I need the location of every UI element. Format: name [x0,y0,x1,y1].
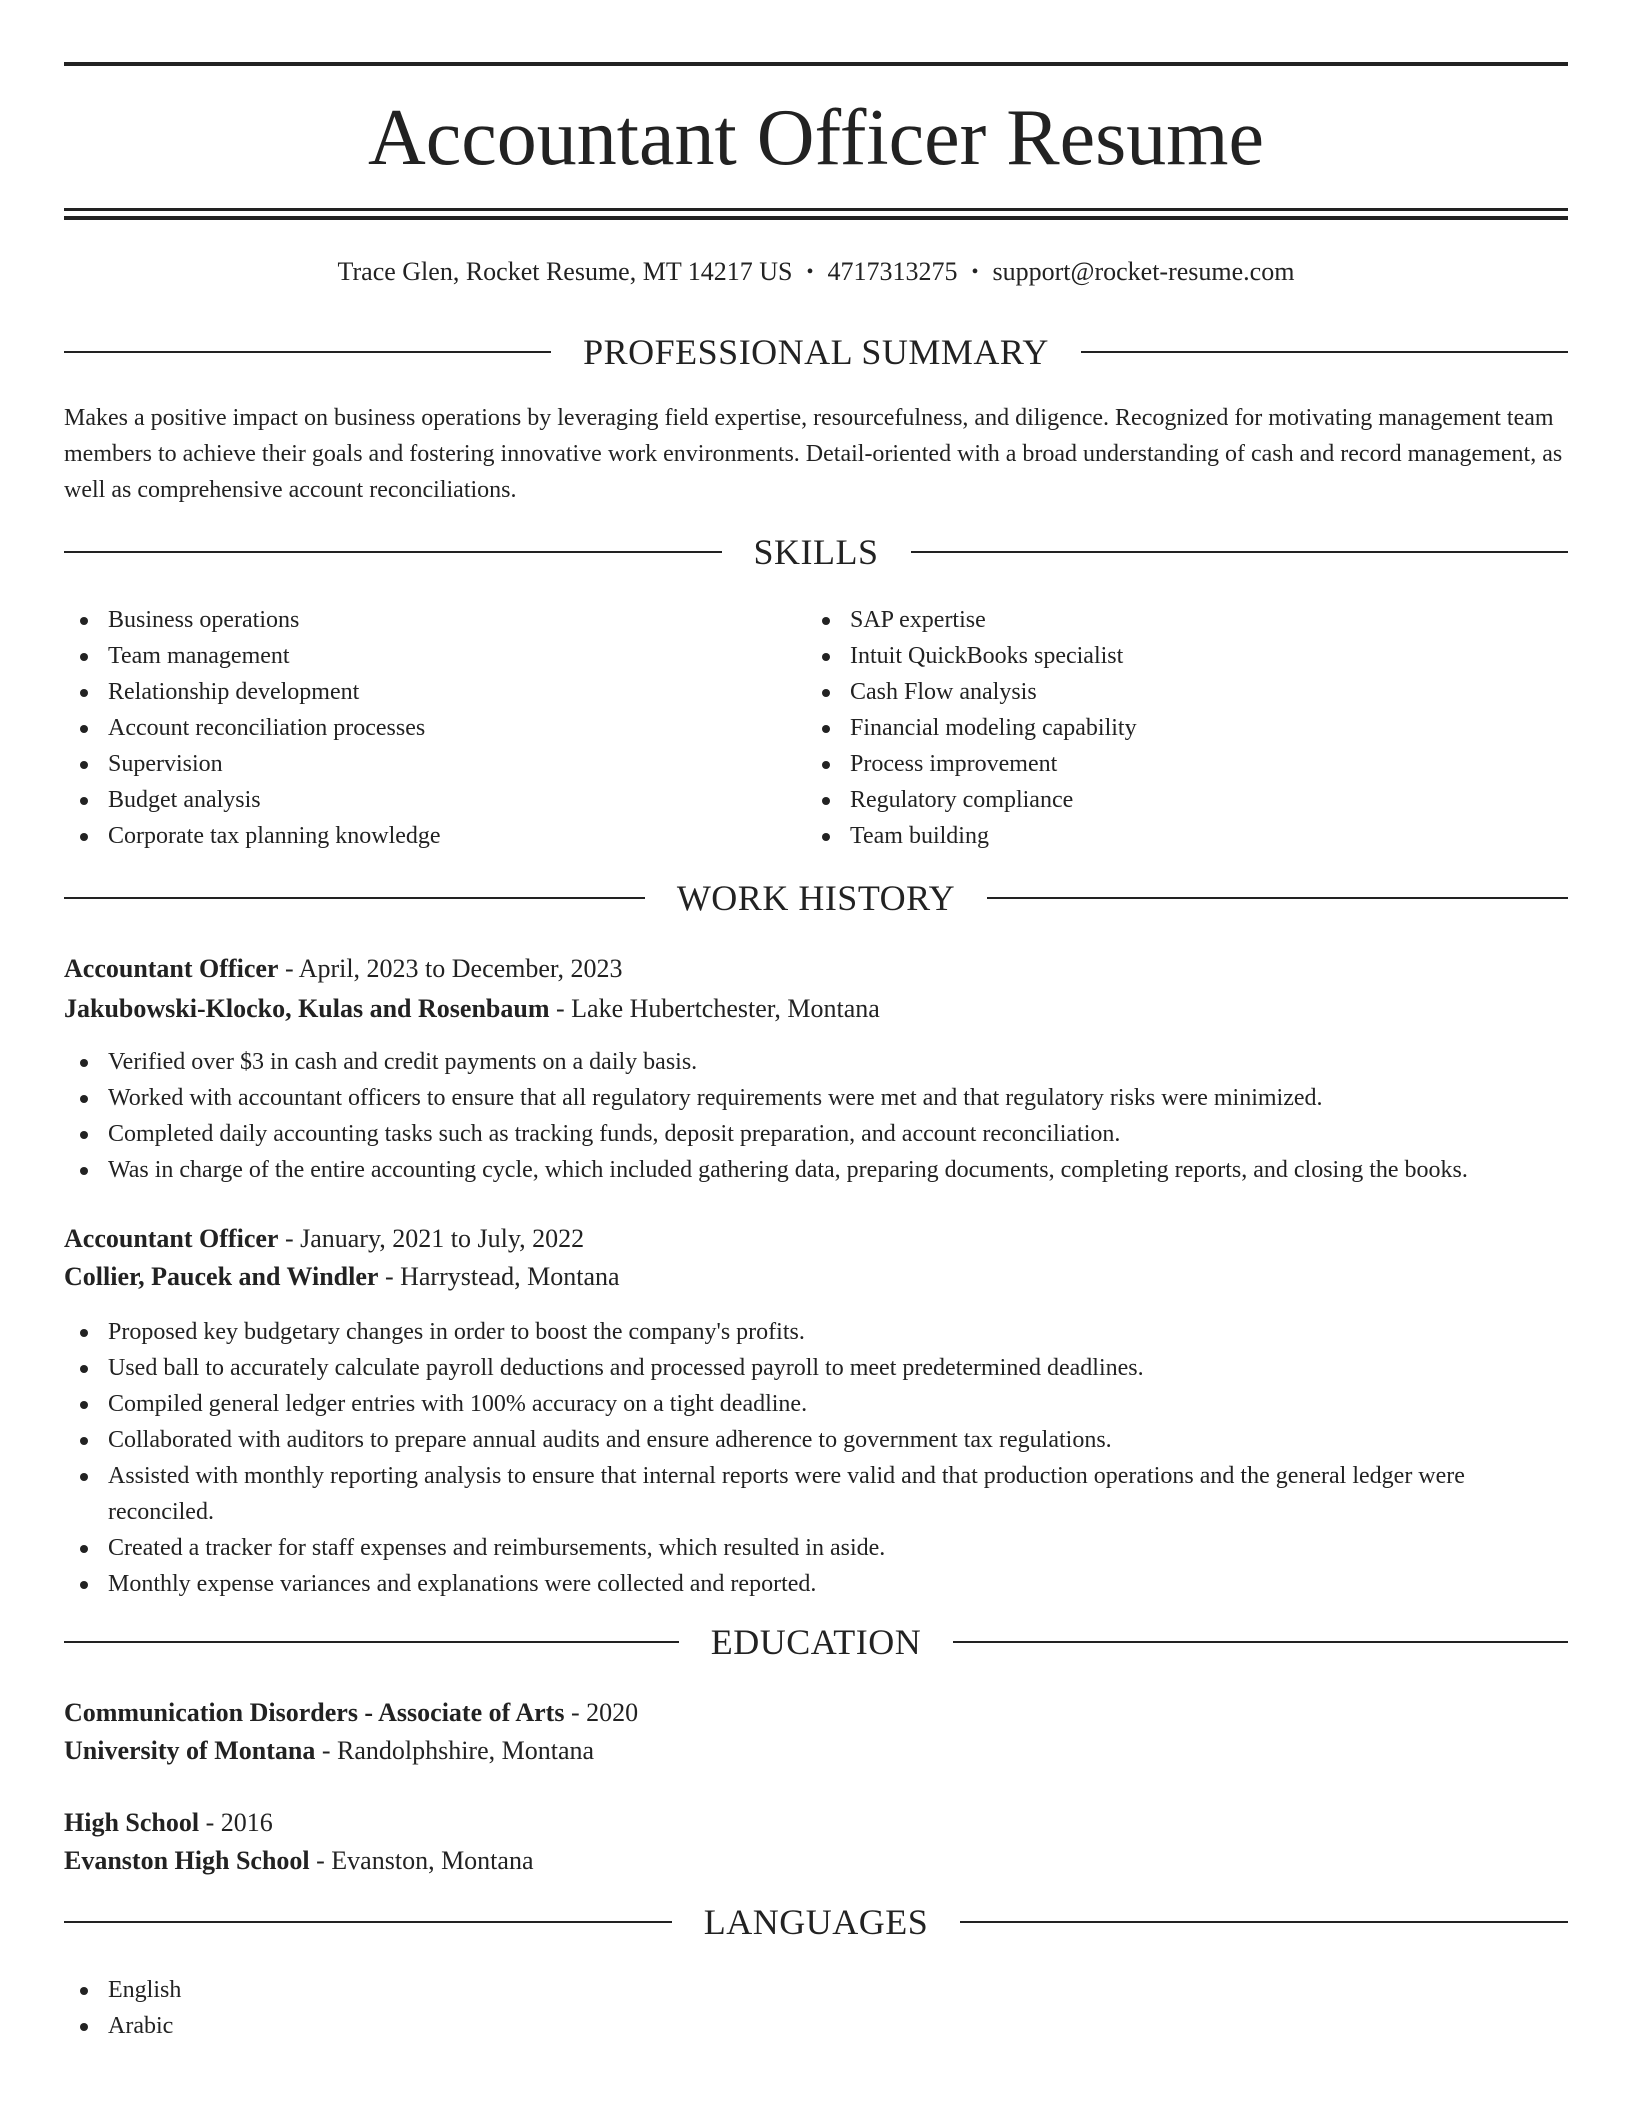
job-bullet: Proposed key budgetary changes in order to boost the company's profits. [64,1314,1568,1350]
skill-item: Corporate tax planning knowledge [64,818,764,854]
skill-item: SAP expertise [806,602,1506,638]
section-header-education [64,1618,1568,1666]
job-bullet: Compiled general ledger entries with 100% accuracy on a tight deadline. [64,1386,1568,1422]
language-item: Arabic [64,2008,1568,2044]
education-year: - 2016 [205,1808,273,1837]
job-bullet: Used ball to accurately calculate payroll deductions and processed payroll to meet predetermined deadlines. [64,1350,1568,1386]
skill-item: Financial modeling capability [806,710,1506,746]
job-location: - Harrystead, Montana [384,1262,620,1291]
education-school: Evanston High School [64,1846,310,1875]
job-bullet: Was in charge of the entire accounting cycle, which included gathering data, preparing documents, completing reports, and closing the books. [64,1152,1568,1188]
contact-line [64,254,1568,290]
section-rule-right [953,1641,1568,1643]
section-title-work: WORK HISTORY [676,878,956,918]
section-header-work [64,874,1568,922]
job-bullet: Collaborated with auditors to prepare annual audits and ensure adherence to government tax regulations. [64,1422,1568,1458]
top-rule [64,62,1568,66]
title-rule-upper [64,208,1568,211]
section-rule-left [64,351,551,353]
skill-item: Relationship development [64,674,764,710]
job-title-line [64,1220,1568,1258]
job-dates: - January, 2021 to July, 2022 [284,1224,585,1253]
section-rule-right [1081,351,1568,353]
job-bullet: Worked with accountant officers to ensure that all regulatory requirements were met and that regulatory risks were minimized. [64,1080,1568,1116]
section-title-skills: SKILLS [753,532,879,572]
skill-item: Process improvement [806,746,1506,782]
section-rule-left [64,551,722,553]
job-location: - Lake Hubertchester, Montana [555,994,880,1023]
section-header-skills [64,528,1568,576]
language-item: English [64,1972,1568,2008]
education-degree: High School [64,1808,200,1837]
skill-item: Supervision [64,746,764,782]
education-year: - 2020 [570,1698,639,1727]
section-rule-left [64,1921,672,1923]
education-school-line [64,1842,1568,1880]
education-degree-line [64,1694,1568,1732]
job-company: Collier, Paucek and Windler [64,1262,379,1291]
job-company-line [64,990,1568,1028]
section-rule-left [64,897,645,899]
skills-list-right [806,602,1506,854]
resume-title: Accountant Officer Resume [368,94,1264,182]
contact-separator: • [806,261,814,283]
contact-phone: 4717313275 [827,257,958,286]
skill-item: Cash Flow analysis [806,674,1506,710]
skill-item: Account reconciliation processes [64,710,764,746]
skill-item: Intuit QuickBooks specialist [806,638,1506,674]
languages-list [64,1972,1568,2044]
skill-item: Regulatory compliance [806,782,1506,818]
skill-item: Budget analysis [64,782,764,818]
job-bullets [64,1314,1568,1602]
education-location: - Evanston, Montana [316,1846,534,1875]
job-bullet: Completed daily accounting tasks such as tracking funds, deposit preparation, and account reconciliation. [64,1116,1568,1152]
job-bullet: Monthly expense variances and explanations were collected and reported. [64,1566,1568,1602]
job-bullet: Created a tracker for staff expenses and reimbursements, which resulted in aside. [64,1530,1568,1566]
section-header-languages [64,1898,1568,1946]
section-title-education: EDUCATION [710,1622,922,1662]
education-location: - Randolphshire, Montana [321,1736,595,1765]
summary-text: Makes a positive impact on business operations by leveraging field expertise, resourcefulness, and diligence. Recognized for motivating management team members to achieve their goals and fostering innovative work environments. Detail-oriented with a broad understanding of cash and record management, as well as comprehensive account reconciliations. [64,405,1563,503]
section-rule-right [960,1921,1568,1923]
education-school: University of Montana [64,1736,316,1765]
job-title: Accountant Officer [64,1224,279,1253]
job-company-line [64,1258,1568,1296]
education-degree-line [64,1804,1568,1842]
job-title: Accountant Officer [64,954,279,983]
section-title-languages: LANGUAGES [703,1902,929,1942]
job-bullet: Assisted with monthly reporting analysis to ensure that internal reports were valid and that production operations and the general ledger were reconciled. [64,1458,1568,1530]
job-bullet: Verified over $3 in cash and credit payments on a daily basis. [64,1044,1568,1080]
section-rule-right [911,551,1569,553]
contact-address: Trace Glen, Rocket Resume, MT 14217 US [337,257,793,286]
skill-item: Business operations [64,602,764,638]
job-company: Jakubowski-Klocko, Kulas and Rosenbaum [64,994,550,1023]
section-rule-left [64,1641,679,1643]
section-title-summary: PROFESSIONAL SUMMARY [583,332,1049,372]
title-rule-lower [64,216,1568,220]
skill-item: Team management [64,638,764,674]
education-school-line [64,1732,1568,1770]
job-title-line [64,950,1568,988]
section-header-summary [64,328,1568,376]
contact-separator: • [971,261,979,283]
skills-list-left [64,602,764,854]
section-rule-right [987,897,1568,899]
job-bullets [64,1044,1568,1188]
education-degree: Communication Disorders - Associate of Arts [64,1698,565,1727]
resume-page [64,0,1568,2112]
job-dates: - April, 2023 to December, 2023 [284,954,623,983]
skill-item: Team building [806,818,1506,854]
contact-email: support@rocket-resume.com [992,257,1295,286]
